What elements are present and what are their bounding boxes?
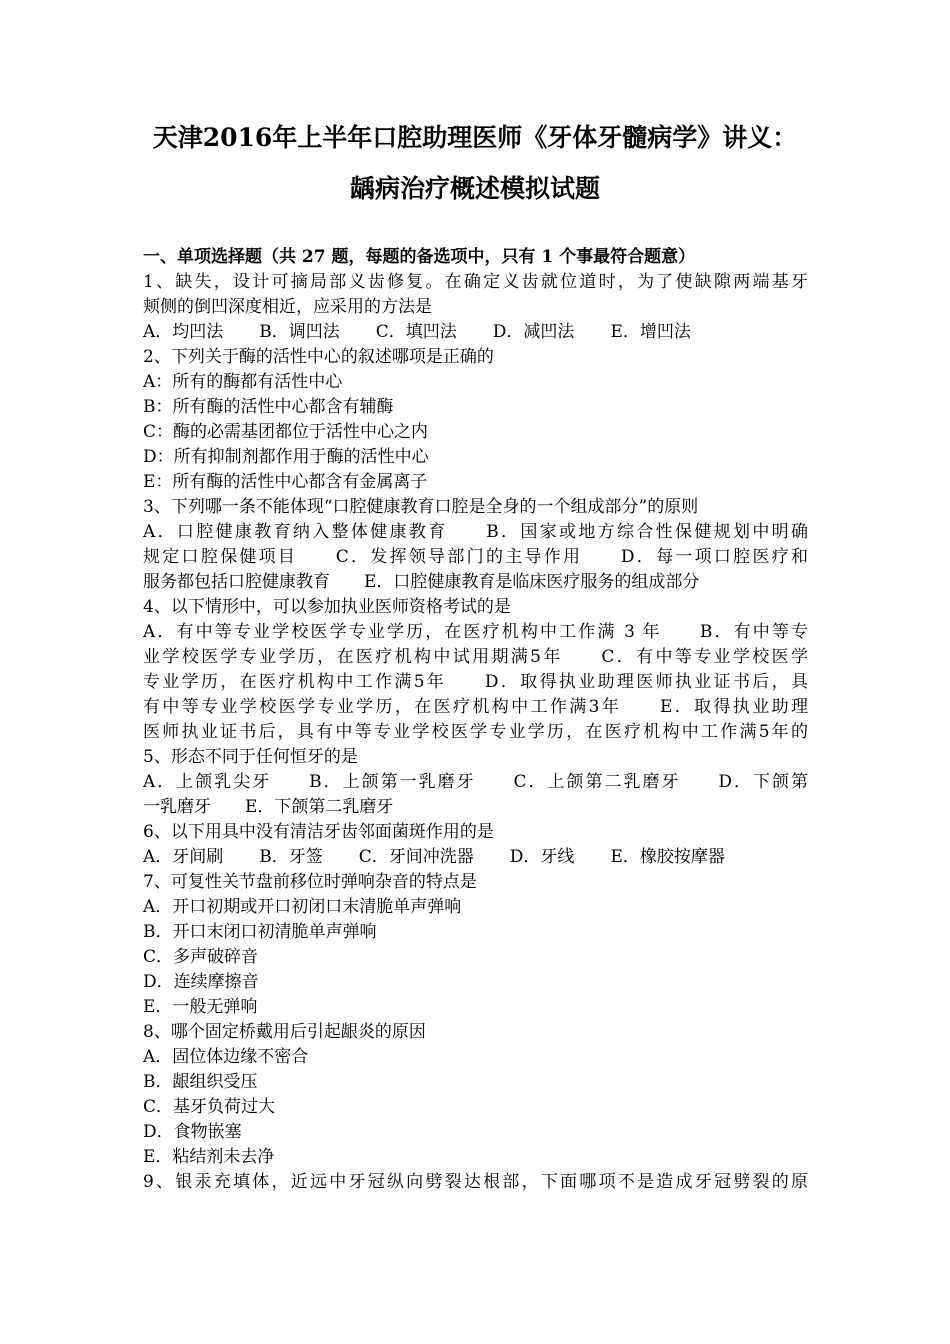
question-6-option-a: A．牙间刷 <box>143 847 224 867</box>
question-6-option-e: E．橡胶按摩器 <box>610 847 725 867</box>
question-1-option-c: C．填凹法 <box>375 322 457 342</box>
question-3-options-line-2: 规定口腔保健项目 C．发挥领导部门的主导作用 D．每一项口腔医疗和 <box>143 547 808 567</box>
question-2-option-b: B：所有酶的活性中心都含有辅酶 <box>143 397 394 417</box>
question-2-option-c: C：酶的必需基团都位于活性中心之内 <box>143 422 429 442</box>
question-7-option-e: E．一般无弹响 <box>143 997 258 1017</box>
question-2-stem: 2、下列关于酶的活性中心的叙述哪项是正确的 <box>143 347 494 367</box>
question-9-stem: 9、银汞充填体，近远中牙冠纵向劈裂达根部，下面哪项不是造成牙冠劈裂的原 <box>143 1172 808 1192</box>
question-2-option-a: A：所有的酶都有活性中心 <box>143 372 343 392</box>
question-3-options-line-1: A．口腔健康教育纳入整体健康教育 B．国家或地方综合性保健规划中明确 <box>143 522 808 542</box>
question-3-stem: 3、下列哪一条不能体现“口腔健康教育口腔是全身的一个组成部分”的原则 <box>143 497 699 517</box>
question-4-options-line-2: 业学校医学专业学历，在医疗机构中试用期满5年 C．有中等专业学校医学 <box>143 647 808 667</box>
question-5-options-line-1: A．上颌乳尖牙 B．上颌第一乳磨牙 C．上颌第二乳磨牙 D．下颌第 <box>143 772 808 792</box>
question-6-stem: 6、以下用具中没有清洁牙齿邻面菌斑作用的是 <box>143 822 494 842</box>
question-5-stem: 5、形态不同于任何恒牙的是 <box>143 747 358 767</box>
document-title-line-1: 天津2016年上半年口腔助理医师《牙体牙髓病学》讲义： <box>152 123 798 152</box>
question-4-options-line-1: A．有中等专业学校医学专业学历，在医疗机构中工作满 3 年 B．有中等专 <box>143 622 808 642</box>
question-6-option-d: D．牙线 <box>509 847 575 867</box>
question-8-option-a: A．固位体边缘不密合 <box>143 1047 309 1067</box>
question-8-option-b: B．龈组织受压 <box>143 1072 258 1092</box>
question-8-option-d: D．食物嵌塞 <box>143 1122 242 1142</box>
question-4-options-line-3: 专业学历，在医疗机构中工作满5年 D．取得执业助理医师执业证书后，具 <box>143 672 808 692</box>
question-4-options-line-5: 医师执业证书后，具有中等专业学校医学专业学历，在医疗机构中工作满5年的 <box>143 722 808 742</box>
question-5-options-line-2: 一乳磨牙 E．下颌第二乳磨牙 <box>143 797 394 817</box>
question-7-option-d: D．连续摩擦音 <box>143 972 259 992</box>
question-8-option-c: C．基牙负荷过大 <box>143 1097 276 1117</box>
question-6-option-c: C．牙间冲洗器 <box>358 847 474 867</box>
question-1-option-e: E．增凹法 <box>610 322 691 342</box>
question-1-option-a: A．均凹法 <box>143 322 224 342</box>
question-7-option-a: A．开口初期或开口初闭口末清脆单声弹响 <box>143 897 462 917</box>
document-title-line-2: 龋病治疗概述模拟试题 <box>349 174 600 203</box>
question-3-options-line-3: 服务都包括口腔健康教育 E．口腔健康教育是临床医疗服务的组成部分 <box>143 572 700 592</box>
question-8-option-e: E．粘结剂未去净 <box>143 1147 275 1167</box>
question-2-option-d: D：所有抑制剂都作用于酶的活性中心 <box>143 447 429 467</box>
question-1-line-1: 1、缺失，设计可摘局部义齿修复。在确定义齿就位道时，为了使缺隙两端基牙 <box>143 272 808 292</box>
question-7-option-b: B．开口末闭口初清脆单声弹响 <box>143 922 377 942</box>
question-7-stem: 7、可复性关节盘前移位时弹响杂音的特点是 <box>143 872 477 892</box>
section-heading: 一、单项选择题（共 27 题，每题的备选项中，只有 1 个事最符合题意） <box>143 247 696 267</box>
question-6-options <box>143 845 808 870</box>
question-4-stem: 4、以下情形中，可以参加执业医师资格考试的是 <box>143 597 511 617</box>
question-8-stem: 8、哪个固定桥戴用后引起龈炎的原因 <box>143 1022 426 1042</box>
question-6-option-b: B．牙签 <box>259 847 323 867</box>
question-7-option-c: C．多声破碎音 <box>143 947 259 967</box>
question-4-options-line-4: 有中等专业学校医学专业学历，在医疗机构中工作满3年 E．取得执业助理 <box>143 697 808 717</box>
question-1-option-d: D．减凹法 <box>492 322 575 342</box>
question-1-option-b: B．调凹法 <box>259 322 340 342</box>
question-2-option-e: E：所有酶的活性中心都含有金属离子 <box>143 472 428 492</box>
question-1-line-2: 颊侧的倒凹深度相近，应采用的方法是 <box>143 297 432 317</box>
question-1-options <box>143 320 808 345</box>
document-body <box>143 245 808 1195</box>
